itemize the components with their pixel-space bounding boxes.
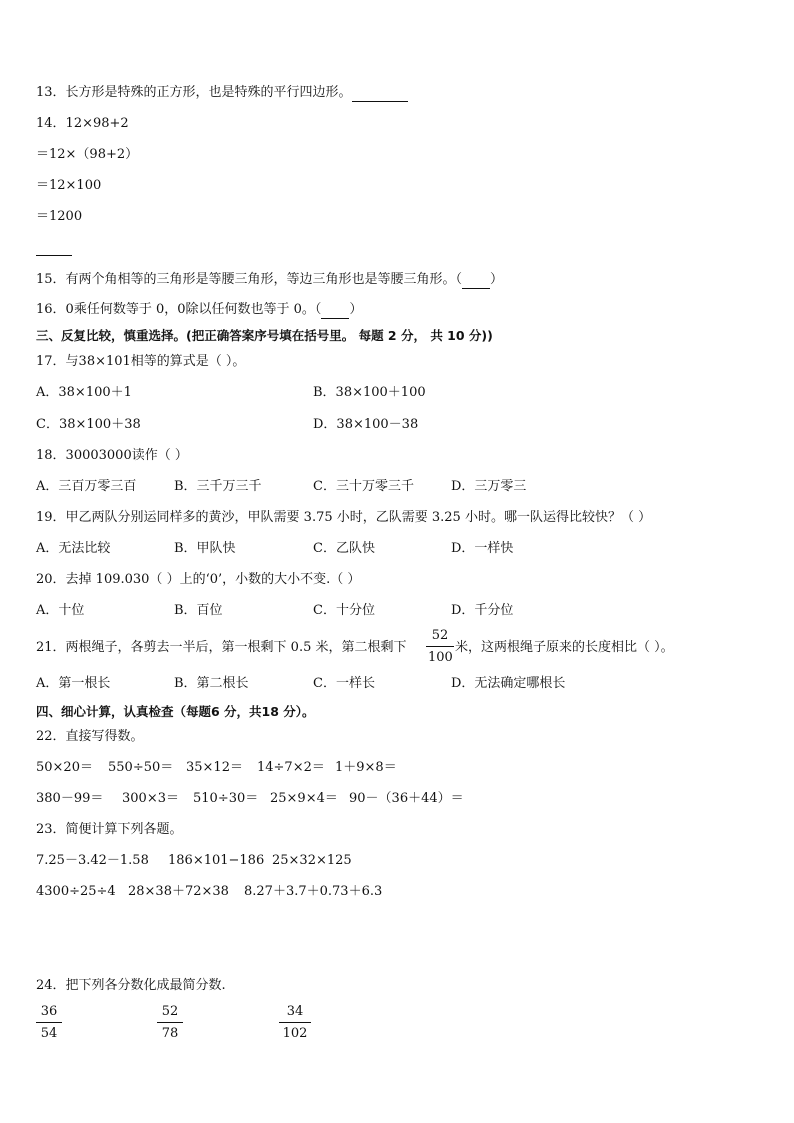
calc-item: 50×20＝ [36, 760, 93, 775]
fraction-bar [279, 1022, 311, 1023]
question-21-stem-start: 21．两根绳子，各剪去一半后，第一根剩下 0.5 米，第二根剩下 [36, 640, 407, 655]
question-24-stem: 24．把下列各分数化成最简分数. [36, 978, 226, 993]
fraction-numerator: 36 [40, 1004, 58, 1019]
question-22-stem: 22．直接写得数。 [36, 729, 144, 744]
option-b[interactable]: B．百位 [174, 603, 223, 618]
option-b[interactable]: B．甲队快 [174, 541, 236, 556]
fraction-numerator: 34 [286, 1004, 304, 1019]
answer-blank[interactable] [321, 304, 349, 319]
calc-item: 550÷50＝ [108, 760, 174, 775]
option-b[interactable]: B．38×100＋100 [313, 385, 426, 400]
fraction-52-78 [157, 1004, 183, 1042]
question-15 [36, 271, 503, 289]
fraction-bar [157, 1022, 183, 1023]
option-a[interactable]: A．三百万零三百 [36, 479, 137, 494]
question-16 [36, 301, 362, 319]
option-c[interactable]: C．三十万零三千 [313, 479, 414, 494]
calc-item: 90－（36＋44）＝ [349, 791, 464, 806]
calc-item: 8.27＋3.7＋0.73＋6.3 [244, 884, 383, 899]
question-17-stem: 17．与38×101相等的算式是（ ）。 [36, 354, 246, 369]
option-d[interactable]: D．一样快 [451, 541, 514, 556]
fraction-denominator: 54 [40, 1026, 58, 1041]
question-14-answer-blank[interactable] [36, 238, 72, 256]
calc-item: 1＋9×8＝ [335, 760, 397, 775]
fraction-denominator: 100 [428, 650, 453, 665]
option-b[interactable]: B．第二根长 [174, 676, 249, 691]
option-a[interactable]: A．无法比较 [36, 541, 111, 556]
question-23-stem: 23．简便计算下列各题。 [36, 822, 183, 837]
question-19-stem: 19．甲乙两队分别运同样多的黄沙，甲队需要 3.75 小时，乙队需要 3.25 小时。哪一队运得比较快？（ ） [36, 510, 652, 525]
option-d[interactable]: D．千分位 [451, 603, 514, 618]
fraction-denominator: 78 [161, 1026, 179, 1041]
fraction-36-54 [36, 1004, 62, 1042]
question-20-stem: 20．去掉 109.030（ ）上的‘0’，小数的大小不变.（ ） [36, 572, 361, 587]
question-15-text: 15．有两个角相等的三角形是等腰三角形，等边三角形也是等腰三角形。（ [36, 272, 463, 287]
question-21-stem-end: 米，这两根绳子原来的长度相比（ ）。 [455, 640, 674, 655]
option-c[interactable]: C．一样长 [313, 676, 375, 691]
question-18-stem: 18．30003000读作（ ） [36, 448, 188, 463]
option-c[interactable]: C．十分位 [313, 603, 375, 618]
option-c[interactable]: C．38×100＋38 [36, 417, 141, 432]
calc-item: 25×32×125 [272, 853, 352, 868]
calc-item: 380－99＝ [36, 791, 104, 806]
question-16-text: 16．0乘任何数等于 0，0除以任何数也等于 0。（ [36, 302, 322, 317]
calc-item: 510÷30＝ [193, 791, 259, 806]
option-a[interactable]: A．十位 [36, 603, 85, 618]
calc-item: 4300÷25÷4 [36, 884, 116, 899]
calc-item: 300×3＝ [122, 791, 179, 806]
calc-item: 14÷7×2＝ [257, 760, 325, 775]
option-d[interactable]: D．三万零三 [451, 479, 527, 494]
calc-item: 7.25－3.42－1.58 [36, 853, 149, 868]
question-14-line-4: ＝1200 [36, 209, 83, 224]
calc-item: 186×101−186 [168, 853, 265, 868]
answer-blank[interactable] [352, 87, 408, 102]
question-14-line-1: 14．12×98+2 [36, 116, 129, 131]
calc-item: 28×38＋72×38 [128, 884, 229, 899]
option-d[interactable]: D．无法确定哪根长 [451, 676, 566, 691]
calc-item: 35×12＝ [186, 760, 243, 775]
fraction-34-102 [279, 1004, 311, 1042]
option-b[interactable]: B．三千万三千 [174, 479, 262, 494]
fraction-numerator: 52 [431, 628, 449, 643]
option-d[interactable]: D．38×100－38 [313, 417, 419, 432]
fraction-denominator: 102 [282, 1026, 308, 1041]
fraction-bar [36, 1022, 62, 1023]
section-3-heading: 三、反复比较，慎重选择。(把正确答案序号填在括号里。 每题 2 分， 共 10 分)) [36, 328, 493, 343]
question-14-line-3: ＝12×100 [36, 178, 102, 193]
question-13 [36, 84, 408, 102]
fraction-bar [426, 646, 454, 647]
close-paren: ） [490, 272, 504, 287]
calc-item: 25×9×4＝ [270, 791, 338, 806]
section-4-heading: 四、细心计算，认真检查（每题6 分，共18 分）。 [36, 704, 315, 719]
option-c[interactable]: C．乙队快 [313, 541, 375, 556]
close-paren: ） [349, 302, 363, 317]
option-a[interactable]: A．第一根长 [36, 676, 111, 691]
option-a[interactable]: A．38×100＋1 [36, 385, 132, 400]
answer-blank[interactable] [462, 274, 490, 289]
question-14-line-2: ＝12×（98+2） [36, 147, 139, 162]
question-13-text: 13．长方形是特殊的正方形，也是特殊的平行四边形。 [36, 85, 352, 100]
fraction-52-100 [426, 628, 454, 666]
fraction-numerator: 52 [161, 1004, 179, 1019]
